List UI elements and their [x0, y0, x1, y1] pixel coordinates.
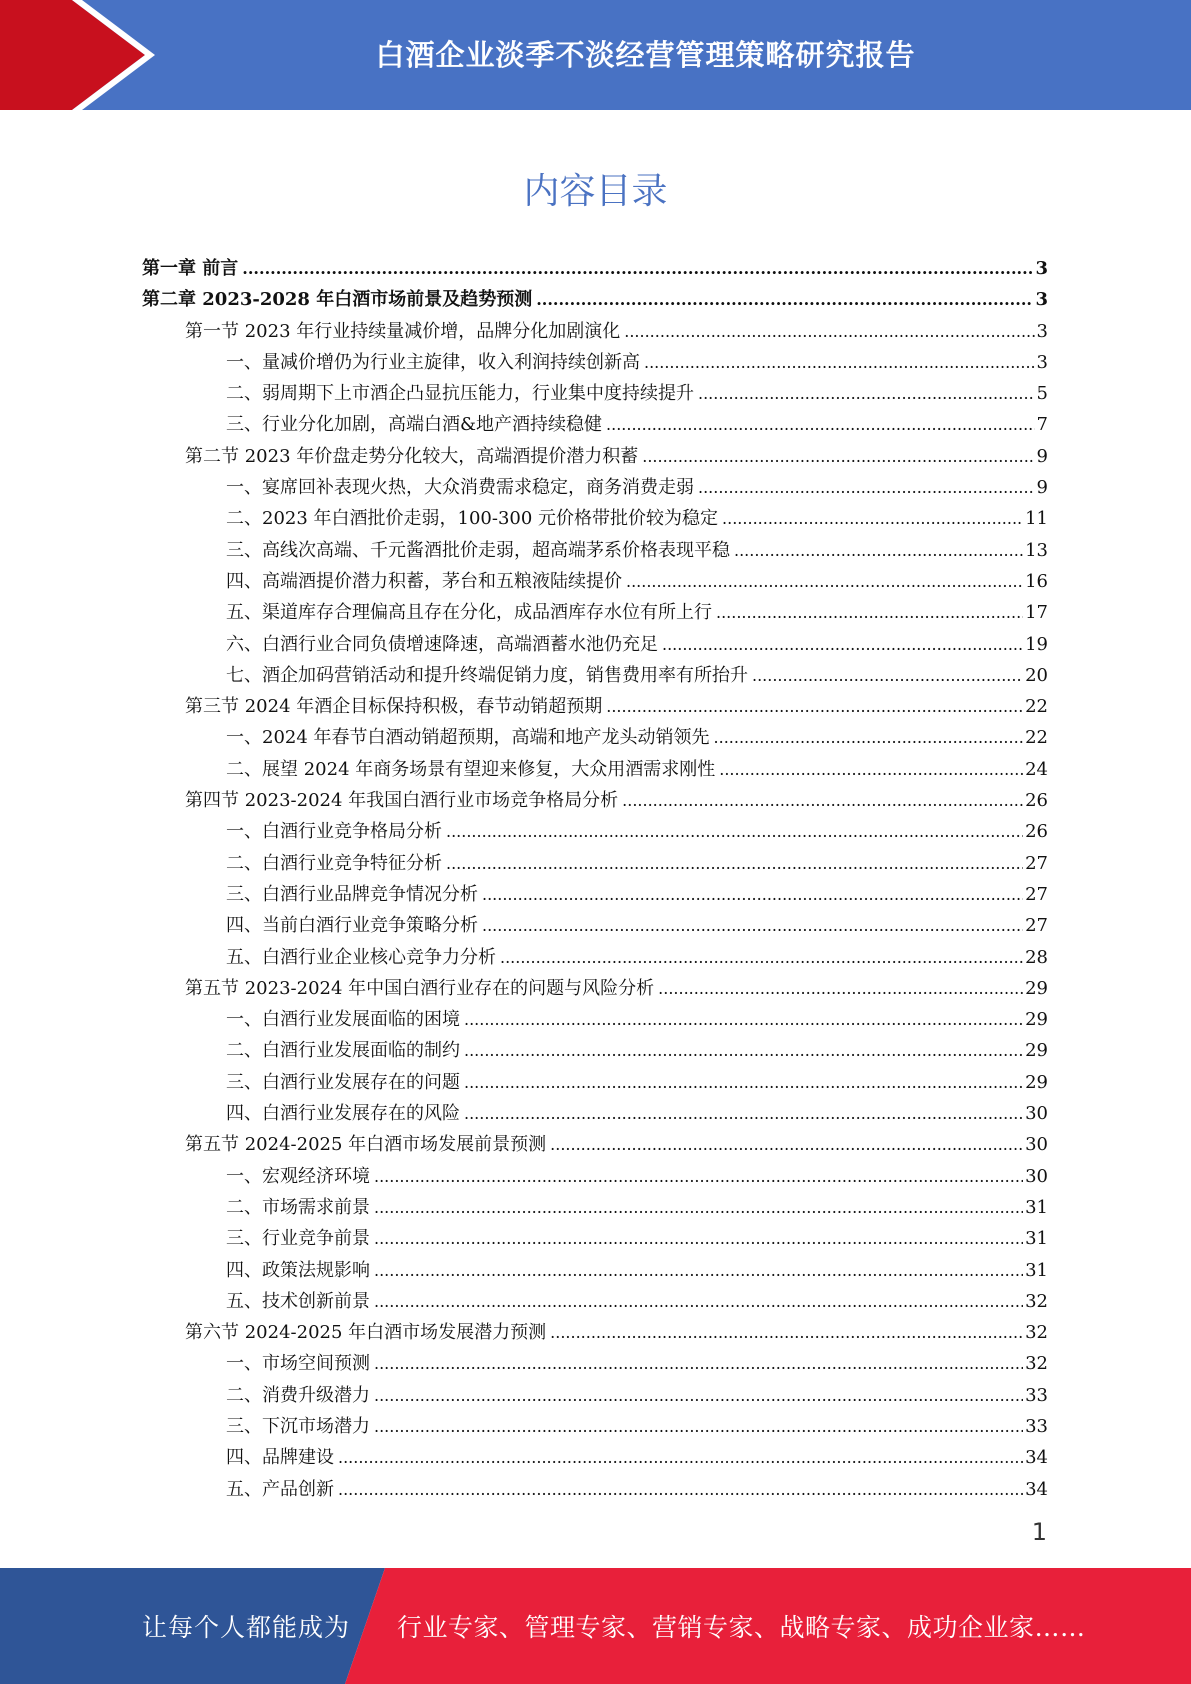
toc-entry-page: 3: [1035, 258, 1048, 279]
toc-dot-leader: [698, 384, 1035, 403]
toc-dot-leader: [464, 1073, 1023, 1092]
toc-dot-leader: [722, 509, 1023, 528]
toc-entry[interactable]: [142, 1256, 1048, 1287]
toc-dot-leader: [374, 1261, 1023, 1280]
toc-entry[interactable]: [142, 1349, 1048, 1380]
toc-entry[interactable]: [142, 1005, 1048, 1036]
toc-entry-page: 29: [1025, 977, 1048, 999]
toc-entry-label: 五、技术创新前景: [226, 1290, 370, 1312]
toc-entry-page: 29: [1025, 1009, 1048, 1031]
toc-entry-page: 34: [1025, 1447, 1048, 1469]
toc-entry-label: 四、政策法规影响: [226, 1259, 370, 1281]
toc-entry-page: 22: [1025, 696, 1048, 718]
toc-entry[interactable]: [142, 285, 1048, 316]
toc-entry[interactable]: [142, 755, 1048, 786]
toc-entry-label: 三、白酒行业发展存在的问题: [226, 1071, 460, 1093]
toc-dot-leader: [482, 885, 1023, 904]
toc-entry-label: 四、当前白酒行业竞争策略分析: [226, 915, 478, 937]
toc-dot-leader: [662, 635, 1023, 654]
toc-entry[interactable]: [142, 1099, 1048, 1130]
toc-dot-leader: [446, 854, 1023, 873]
toc-entry[interactable]: [142, 1475, 1048, 1506]
toc-dot-leader: [464, 1041, 1023, 1060]
toc-dot-leader: [644, 353, 1035, 372]
toc-dot-leader: [374, 1292, 1023, 1311]
table-of-contents: [142, 254, 1048, 1506]
toc-dot-leader: [714, 728, 1024, 747]
toc-entry[interactable]: [142, 1068, 1048, 1099]
toc-entry-label: 一、宏观经济环境: [226, 1165, 370, 1187]
toc-dot-leader: [374, 1198, 1023, 1217]
toc-entry-label: 一、2024 年春节白酒动销超预期，高端和地产龙头动销领先: [226, 727, 710, 749]
toc-entry-page: 9: [1036, 445, 1048, 467]
toc-entry[interactable]: [142, 317, 1048, 348]
toc-dot-leader: [374, 1386, 1023, 1405]
toc-entry[interactable]: [142, 630, 1048, 661]
footer-slogan-left: 让每个人都能成为: [142, 1613, 351, 1642]
toc-entry-label: 五、白酒行业企业核心竞争力分析: [226, 946, 496, 968]
toc-entry-page: 31: [1025, 1196, 1048, 1218]
toc-dot-leader: [606, 697, 1023, 716]
toc-dot-leader: [642, 447, 1034, 466]
toc-entry[interactable]: [142, 692, 1048, 723]
toc-heading: 内容目录: [523, 171, 668, 212]
toc-dot-leader: [716, 603, 1023, 622]
toc-entry[interactable]: [142, 254, 1048, 285]
toc-entry-label: 一、白酒行业发展面临的困境: [226, 1009, 460, 1031]
toc-dot-leader: [464, 1010, 1023, 1029]
toc-entry[interactable]: [142, 786, 1048, 817]
toc-entry-label: 七、酒企加码营销活动和提升终端促销力度，销售费用率有所抬升: [226, 664, 748, 686]
toc-entry-label: 第一节 2023 年行业持续量减价增，品牌分化加剧演化: [185, 320, 621, 342]
toc-entry-page: 29: [1025, 1040, 1048, 1062]
toc-entry-label: 二、白酒行业发展面临的制约: [226, 1040, 460, 1062]
toc-entry-label: 第二章 2023-2028 年白酒市场前景及趋势预测: [142, 289, 533, 311]
toc-entry[interactable]: [142, 1318, 1048, 1349]
toc-entry-label: 第一章 前言: [142, 258, 239, 279]
toc-entry-page: 29: [1025, 1071, 1048, 1093]
toc-dot-leader: [624, 322, 1034, 341]
toc-dot-leader: [338, 1480, 1023, 1499]
toc-entry-page: 27: [1025, 852, 1048, 874]
toc-entry[interactable]: [142, 598, 1048, 629]
toc-entry-page: 11: [1025, 508, 1048, 530]
toc-entry[interactable]: [142, 504, 1048, 535]
toc-entry-page: 33: [1025, 1415, 1048, 1437]
toc-dot-leader: [374, 1354, 1023, 1373]
toc-entry-page: 3: [1035, 289, 1048, 311]
toc-entry[interactable]: [142, 661, 1048, 692]
toc-entry[interactable]: [142, 1224, 1048, 1255]
toc-entry[interactable]: [142, 911, 1048, 942]
toc-entry-page: 27: [1025, 883, 1048, 905]
toc-entry-label: 四、白酒行业发展存在的风险: [226, 1103, 460, 1125]
toc-entry-page: 30: [1025, 1165, 1048, 1187]
toc-dot-leader: [622, 791, 1023, 810]
toc-entry-page: 24: [1025, 758, 1048, 780]
toc-entry-label: 二、2023 年白酒批价走弱，100-300 元价格带批价较为稳定: [226, 508, 719, 530]
toc-entry-page: 17: [1025, 602, 1048, 624]
toc-dot-leader: [374, 1417, 1023, 1436]
toc-entry-page: 22: [1025, 727, 1048, 749]
toc-entry[interactable]: [142, 442, 1048, 473]
toc-entry[interactable]: [142, 567, 1048, 598]
footer-band: [0, 1568, 1191, 1684]
toc-entry[interactable]: [142, 1412, 1048, 1443]
report-title: 白酒企业淡季不淡经营管理策略研究报告: [375, 37, 916, 72]
toc-entry[interactable]: [142, 880, 1048, 911]
toc-entry-label: 五、产品创新: [226, 1478, 334, 1500]
toc-entry[interactable]: [142, 536, 1048, 567]
toc-entry-label: 一、宴席回补表现火热，大众消费需求稳定，商务消费走弱: [226, 477, 694, 499]
red-chevron-shape: [0, 0, 145, 110]
toc-dot-leader: [482, 916, 1023, 935]
toc-entry-page: 20: [1025, 664, 1048, 686]
toc-entry[interactable]: [142, 1381, 1048, 1412]
toc-entry-label: 三、下沉市场潜力: [226, 1415, 370, 1437]
toc-entry-label: 三、白酒行业品牌竞争情况分析: [226, 883, 478, 905]
toc-entry[interactable]: [142, 1443, 1048, 1474]
toc-entry-label: 第四节 2023-2024 年我国白酒行业市场竞争格局分析: [185, 790, 619, 812]
toc-entry-label: 四、品牌建设: [226, 1447, 334, 1469]
toc-dot-leader: [338, 1448, 1023, 1467]
toc-entry-label: 二、展望 2024 年商务场景有望迎来修复，大众用酒需求刚性: [226, 758, 716, 780]
toc-entry-page: 31: [1025, 1259, 1048, 1281]
toc-dot-leader: [464, 1104, 1023, 1123]
toc-entry-label: 第五节 2024-2025 年白酒市场发展前景预测: [185, 1134, 547, 1156]
toc-entry-page: 26: [1025, 821, 1048, 843]
toc-entry-label: 四、高端酒提价潜力积蓄，茅台和五粮液陆续提价: [226, 570, 622, 592]
toc-entry-label: 三、行业竞争前景: [226, 1228, 370, 1250]
toc-entry[interactable]: [142, 1036, 1048, 1067]
toc-entry-label: 第三节 2024 年酒企目标保持积极，春节动销超预期: [185, 696, 603, 718]
toc-dot-leader: [374, 1229, 1023, 1248]
toc-entry-label: 二、弱周期下上市酒企凸显抗压能力，行业集中度持续提升: [226, 383, 694, 405]
toc-dot-leader: [626, 572, 1023, 591]
toc-entry-label: 五、渠道库存合理偏高且存在分化，成品酒库存水位有所上行: [226, 602, 712, 624]
toc-entry-label: 第六节 2024-2025 年白酒市场发展潜力预测: [185, 1322, 547, 1344]
toc-entry[interactable]: [142, 1193, 1048, 1224]
toc-entry-label: 三、行业分化加剧，高端白酒&地产酒持续稳健: [226, 414, 603, 436]
toc-entry[interactable]: [142, 410, 1048, 441]
toc-entry-page: 5: [1036, 383, 1048, 405]
toc-entry[interactable]: [142, 974, 1048, 1005]
toc-dot-leader: [719, 760, 1023, 779]
toc-entry-page: 9: [1036, 477, 1048, 499]
toc-entry-label: 六、白酒行业合同负债增速降速，高端酒蓄水池仍充足: [226, 633, 658, 655]
toc-entry-page: 32: [1025, 1322, 1048, 1344]
toc-dot-leader: [550, 1135, 1023, 1154]
toc-entry-page: 31: [1025, 1228, 1048, 1250]
toc-entry-label: 一、量减价增仍为行业主旋律，收入利润持续创新高: [226, 351, 640, 373]
toc-entry-page: 7: [1036, 414, 1048, 436]
toc-entry-page: 28: [1025, 946, 1048, 968]
toc-entry-label: 三、高线次高端、千元酱酒批价走弱，超高端茅系价格表现平稳: [226, 539, 730, 561]
toc-entry-page: 13: [1025, 539, 1048, 561]
toc-dot-leader: [606, 415, 1035, 434]
toc-dot-leader: [550, 1323, 1023, 1342]
toc-entry-page: 33: [1025, 1384, 1048, 1406]
toc-dot-leader: [734, 541, 1023, 560]
toc-entry-page: 27: [1025, 915, 1048, 937]
toc-dot-leader: [536, 290, 1033, 309]
toc-entry[interactable]: [142, 723, 1048, 754]
toc-dot-leader: [752, 666, 1023, 685]
header-band: [0, 0, 1191, 110]
toc-entry-page: 26: [1025, 790, 1048, 812]
toc-entry-page: 34: [1025, 1478, 1048, 1500]
toc-entry-label: 一、市场空间预测: [226, 1353, 370, 1375]
footer-slogan-right: 行业专家、管理专家、营销专家、战略专家、成功企业家……: [397, 1613, 1086, 1642]
toc-entry-page: 3: [1036, 351, 1048, 373]
toc-entry-label: 一、白酒行业竞争格局分析: [226, 821, 442, 843]
toc-entry-label: 二、消费升级潜力: [226, 1384, 370, 1406]
toc-dot-leader: [446, 822, 1023, 841]
toc-entry-label: 二、白酒行业竞争特征分析: [226, 852, 442, 874]
toc-entry-page: 30: [1025, 1134, 1048, 1156]
toc-entry-page: 16: [1025, 570, 1048, 592]
toc-dot-leader: [658, 979, 1023, 998]
toc-entry[interactable]: [142, 943, 1048, 974]
toc-entry[interactable]: [142, 817, 1048, 848]
toc-entry[interactable]: [142, 348, 1048, 379]
toc-entry-label: 第五节 2023-2024 年中国白酒行业存在的问题与风险分析: [185, 977, 655, 999]
toc-entry[interactable]: [142, 1287, 1048, 1318]
page-number: 1: [1031, 1518, 1047, 1546]
toc-entry[interactable]: [142, 1162, 1048, 1193]
toc-entry-page: 32: [1025, 1290, 1048, 1312]
toc-entry[interactable]: [142, 1130, 1048, 1161]
toc-entry-page: 19: [1025, 633, 1048, 655]
toc-entry[interactable]: [142, 473, 1048, 504]
toc-entry-page: 3: [1036, 320, 1048, 342]
toc-entry-page: 30: [1025, 1103, 1048, 1125]
toc-entry-page: 32: [1025, 1353, 1048, 1375]
toc-entry-label: 第二节 2023 年价盘走势分化较大，高端酒提价潜力积蓄: [185, 445, 639, 467]
toc-entry-label: 二、市场需求前景: [226, 1196, 370, 1218]
toc-dot-leader: [374, 1167, 1023, 1186]
toc-dot-leader: [698, 478, 1035, 497]
toc-dot-leader: [500, 948, 1023, 967]
toc-entry[interactable]: [142, 849, 1048, 880]
toc-dot-leader: [242, 259, 1033, 278]
toc-entry[interactable]: [142, 379, 1048, 410]
